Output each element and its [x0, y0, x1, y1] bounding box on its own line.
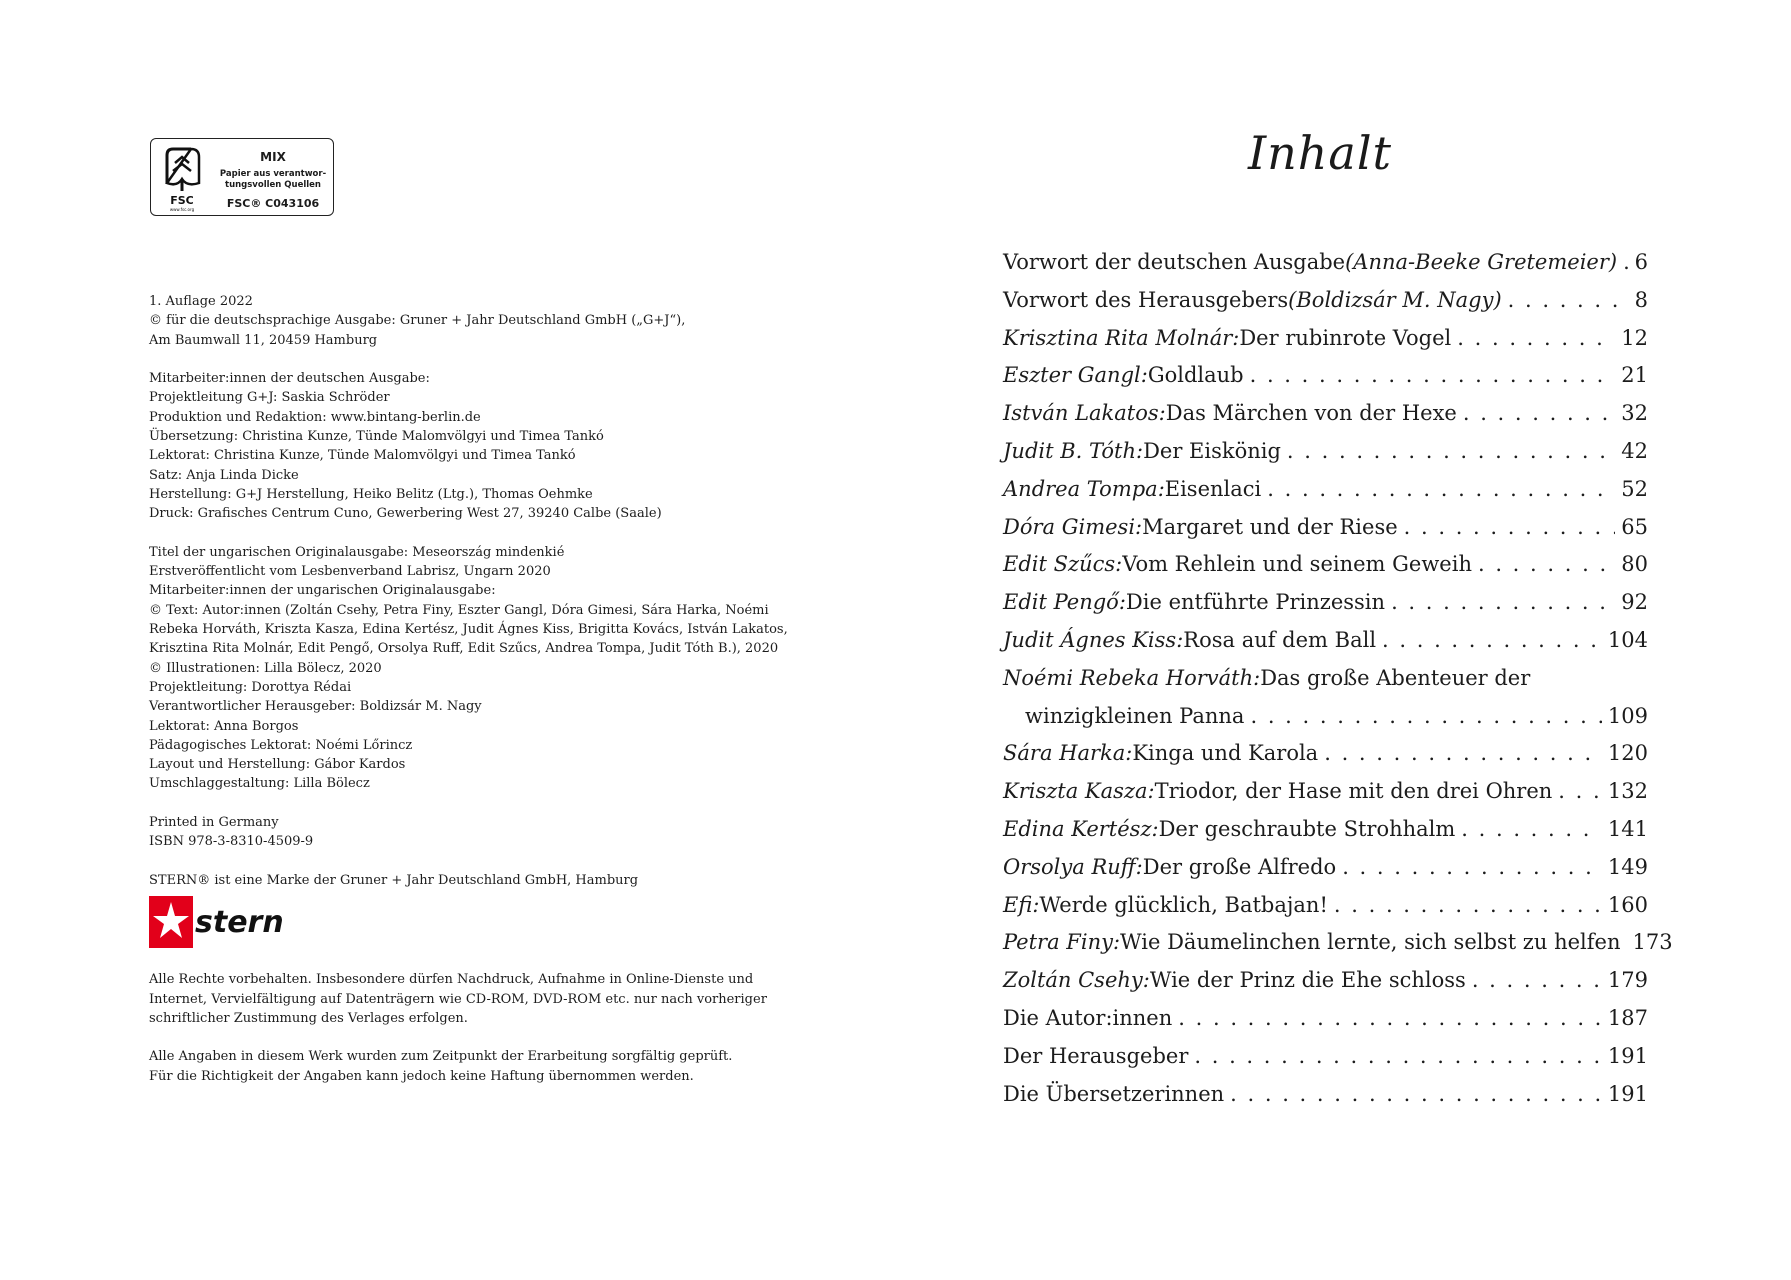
toc-list [1003, 244, 1673, 1113]
toc-entry[interactable] [1003, 1076, 1648, 1114]
toc-story-title: Der Herausgeber [1003, 1043, 1189, 1068]
toc-leader-dots [1334, 887, 1602, 925]
fsc-code: FSC® C043106 [226, 197, 320, 210]
toc-story-title: Werde glücklich, Batbajan! [1039, 892, 1328, 917]
toc-title: Inhalt [1247, 126, 1393, 180]
fsc-description [217, 169, 329, 191]
toc-leader-dots [1508, 282, 1629, 320]
toc-author: Dóra Gimesi: [1003, 514, 1143, 539]
imprint-line: Druck: Grafisches Centrum Cuno, Gewerbering West 27, 39240 Calbe (Saale) [149, 506, 662, 522]
toc-author: Andrea Tompa: [1003, 476, 1165, 501]
toc-entry[interactable] [1003, 735, 1648, 773]
toc-leader-dots [1324, 735, 1602, 773]
toc-leader-dots [1178, 1000, 1602, 1038]
toc-author: Eszter Gangl: [1003, 363, 1148, 388]
toc-entry[interactable] [1003, 660, 1648, 698]
toc-author: Edina Kertész: [1003, 816, 1159, 841]
imprint-line: Am Baumwall 11, 20459 Hamburg [149, 332, 378, 348]
imprint-line: Satz: Anja Linda Dicke [149, 467, 299, 483]
toc-story-title: Triodor, der Hase mit den drei Ohren [1154, 779, 1553, 804]
toc-story-title: Die Autor:innen [1003, 1005, 1173, 1030]
toc-story-title: Der Eiskönig [1143, 438, 1281, 463]
toc-entry[interactable] [1003, 1038, 1648, 1076]
imprint-line: © Illustrationen: Lilla Bölecz, 2020 [149, 660, 382, 676]
stern-logo-text: stern [195, 905, 284, 941]
imprint-line: Herstellung: G+J Herstellung, Heiko Belitz (Ltg.), Thomas Oehmke [149, 486, 593, 502]
imprint-block-german-staff [149, 369, 849, 523]
toc-leader-dots [1457, 320, 1615, 358]
toc-leader-dots [1194, 1038, 1602, 1076]
imprint-line: Umschlaggestaltung: Lilla Bölecz [149, 776, 370, 792]
toc-leader-dots [1267, 471, 1615, 509]
toc-page-number: 80 [1621, 552, 1648, 577]
imprint-line: © Text: Autor:innen (Zoltán Csehy, Petra Finy, Eszter Gangl, Dóra Gimesi, Sára Harka, Noémi [149, 602, 769, 618]
toc-entry[interactable] [1003, 773, 1648, 811]
toc-author: Noémi Rebeka Horváth: [1003, 665, 1261, 690]
toc-entry[interactable] [1003, 433, 1648, 471]
stern-logo [149, 894, 285, 950]
toc-story-title: Der geschraubte Strohhalm [1158, 816, 1456, 841]
toc-story-title: Das große Abenteuer der [1260, 665, 1531, 690]
toc-page-number: 12 [1621, 325, 1648, 350]
toc-leader-dots [1250, 357, 1616, 395]
toc-entry[interactable] [1003, 584, 1648, 622]
imprint-line: Verantwortlicher Herausgeber: Boldizsár M. Nagy [149, 699, 482, 715]
toc-story-title: Eisenlaci [1164, 476, 1262, 501]
imprint-block-edition [149, 292, 849, 350]
toc-leader-dots [1250, 698, 1601, 736]
fsc-logo-text: FSC [170, 194, 194, 207]
toc-page-number: 6 [1634, 250, 1648, 274]
toc-entry[interactable] [1003, 509, 1648, 547]
toc-leader-dots [1391, 584, 1615, 622]
toc-author: Orsolya Ruff: [1003, 854, 1143, 879]
toc-entry[interactable] [1003, 395, 1648, 433]
toc-page-number: 42 [1621, 438, 1648, 463]
toc-page-number: 191 [1607, 1043, 1648, 1068]
imprint-line: Lektorat: Christina Kunze, Tünde Malomvölgyi und Timea Tankó [149, 448, 576, 464]
toc-author: Zoltán Csehy: [1003, 968, 1150, 993]
toc-leader-dots [1461, 811, 1602, 849]
toc-leader-dots [1382, 622, 1602, 660]
imprint-line: Printed in Germany [149, 815, 279, 831]
toc-page-number: 141 [1607, 816, 1648, 841]
toc-leader-dots [1404, 509, 1616, 547]
toc-author: István Lakatos: [1003, 401, 1166, 426]
toc-entry[interactable] [1003, 962, 1648, 1000]
imprint-line: Internet, Vervielfältigung auf Datenträgern wie CD-ROM, DVD-ROM etc. nur nach vorheriger [149, 991, 767, 1007]
toc-page-number: 160 [1607, 892, 1648, 917]
toc-entry[interactable] [1003, 357, 1648, 395]
toc-page-number: 65 [1621, 514, 1648, 539]
toc-entry[interactable] [1003, 244, 1648, 282]
imprint-line: Titel der ungarischen Originalausgabe: Meseország mindenkié [149, 544, 565, 560]
toc-page-number: 173 [1632, 930, 1673, 955]
fsc-mix: MIX [260, 150, 286, 164]
imprint-line: ISBN 978-3-8310-4509-9 [149, 834, 314, 850]
toc-page-number: 52 [1621, 476, 1648, 501]
toc-entry[interactable] [1003, 320, 1648, 358]
toc-page-number: 120 [1607, 741, 1648, 766]
toc-story-title: Der rubinrote Vogel [1239, 325, 1452, 350]
toc-leader-dots [1558, 773, 1602, 811]
toc-page-number: 92 [1621, 590, 1648, 615]
toc-entry[interactable] [1003, 282, 1648, 320]
imprint-text [149, 292, 849, 1086]
toc-leader-dots [1287, 433, 1615, 471]
imprint-block-disclaimer [149, 1047, 849, 1086]
toc-story-title: Vorwort des Herausgebers [1003, 287, 1289, 312]
toc-story-title: Die Übersetzerinnen [1003, 1081, 1225, 1106]
imprint-line: Projektleitung G+J: Saskia Schröder [149, 390, 390, 406]
toc-entry[interactable] [1003, 849, 1648, 887]
fsc-tree-icon [157, 143, 207, 213]
toc-story-title: Kinga und Karola [1132, 741, 1319, 766]
toc-page-number: 132 [1607, 779, 1648, 804]
toc-entry-continuation[interactable] [1003, 698, 1648, 736]
fsc-desc-line: tungsvollen Quellen [225, 180, 321, 190]
toc-story-title: Wie Däumelinchen lernte, sich selbst zu helfen [1120, 930, 1621, 955]
toc-story-title: Vorwort der deutschen Ausgabe [1003, 250, 1346, 274]
imprint-line: Mitarbeiter:innen der deutschen Ausgabe: [149, 371, 430, 387]
toc-entry[interactable] [1003, 546, 1648, 584]
toc-author: Sára Harka: [1003, 741, 1133, 766]
fsc-url: www.fsc.org [169, 207, 195, 212]
imprint-line: Alle Rechte vorbehalten. Insbesondere dürfen Nachdruck, Aufnahme in Online-Dienste und [149, 972, 754, 988]
imprint-line: Für die Richtigkeit der Angaben kann jedoch keine Haftung übernommen werden. [149, 1068, 694, 1084]
fsc-desc-line: Papier aus verantwor- [219, 169, 327, 179]
toc-editor-note: (Anna-Beeke Gretemeier) [1345, 250, 1618, 274]
toc-page-number: 32 [1621, 401, 1648, 426]
imprint-line: Mitarbeiter:innen der ungarischen Originalausgabe: [149, 583, 496, 599]
toc-author: Krisztina Rita Molnár: [1003, 325, 1240, 350]
imprint-line: Produktion und Redaktion: www.bintang-berlin.de [149, 409, 481, 425]
imprint-line: © für die deutschsprachige Ausgabe: Gruner + Jahr Deutschland GmbH („G+J“), [149, 313, 686, 329]
imprint-line: 1. Auflage 2022 [149, 294, 253, 309]
toc-leader-dots [1623, 244, 1629, 282]
imprint-line: Lektorat: Anna Borgos [149, 718, 299, 734]
imprint-block-trademark [149, 871, 849, 890]
toc-story-title: winzigkleinen Panna [1025, 703, 1245, 728]
imprint-block-original-edition [149, 543, 849, 794]
toc-page-number: 191 [1607, 1081, 1648, 1106]
toc-entry[interactable] [1003, 471, 1648, 509]
toc-story-title: Goldlaub [1147, 363, 1244, 388]
toc-entry[interactable] [1003, 924, 1673, 962]
imprint-line: STERN® ist eine Marke der Gruner + Jahr Deutschland GmbH, Hamburg [149, 872, 639, 888]
toc-leader-dots [1463, 395, 1615, 433]
toc-page-number: 8 [1634, 287, 1648, 312]
imprint-block-print [149, 813, 849, 852]
toc-page-number: 21 [1621, 363, 1648, 388]
toc-author: Edit Szűcs: [1003, 552, 1123, 577]
toc-page-number: 149 [1607, 854, 1648, 879]
toc-author: Judit B. Tóth: [1003, 438, 1144, 463]
toc-entry[interactable] [1003, 1000, 1648, 1038]
toc-page-number: 109 [1607, 703, 1648, 728]
imprint-line: Pädagogisches Lektorat: Noémi Lőrincz [149, 737, 413, 753]
toc-page-number: 187 [1607, 1005, 1648, 1030]
toc-leader-dots [1472, 962, 1602, 1000]
toc-story-title: Vom Rehlein und seinem Geweih [1122, 552, 1472, 577]
toc-author: Kriszta Kasza: [1003, 779, 1155, 804]
toc-leader-dots [1342, 849, 1602, 887]
toc-page-number: 104 [1607, 627, 1648, 652]
imprint-line: Layout und Herstellung: Gábor Kardos [149, 757, 406, 773]
imprint-line: Übersetzung: Christina Kunze, Tünde Malomvölgyi und Timea Tankó [149, 429, 604, 445]
imprint-line: Projektleitung: Dorottya Rédai [149, 679, 352, 695]
toc-entry[interactable] [1003, 887, 1648, 925]
toc-story-title: Rosa auf dem Ball [1183, 627, 1377, 652]
toc-leader-dots [1478, 546, 1615, 584]
toc-author: Judit Ágnes Kiss: [1003, 627, 1184, 652]
imprint-line: schriftlicher Zustimmung des Verlages erfolgen. [149, 1010, 468, 1026]
toc-story-title: Das Märchen von der Hexe [1165, 401, 1457, 426]
imprint-block-rights [149, 970, 849, 1028]
toc-story-title: Die entführte Prinzessin [1125, 590, 1386, 615]
imprint-line: Alle Angaben in diesem Werk wurden zum Zeitpunkt der Erarbeitung sorgfältig geprüft. [149, 1049, 733, 1065]
toc-editor-note: (Boldizsár M. Nagy) [1288, 287, 1502, 312]
toc-author: Edit Pengő: [1003, 590, 1126, 615]
toc-story-title: Der große Alfredo [1142, 854, 1337, 879]
fsc-label [150, 138, 334, 216]
toc-author: Efi: [1003, 892, 1040, 917]
toc-entry[interactable] [1003, 811, 1648, 849]
toc-story-title: Wie der Prinz die Ehe schloss [1149, 968, 1466, 993]
toc-leader-dots [1230, 1076, 1602, 1114]
toc-entry[interactable] [1003, 622, 1648, 660]
toc-story-title: Margaret und der Riese [1142, 514, 1398, 539]
imprint-line: Rebeka Horváth, Kriszta Kasza, Edina Kertész, Judit Ágnes Kiss, Brigitta Kovács, István Lakatos, [149, 622, 788, 638]
toc-page-number: 179 [1607, 968, 1648, 993]
toc-author: Petra Finy: [1003, 930, 1121, 955]
imprint-line: Erstveröffentlicht vom Lesbenverband Labrisz, Ungarn 2020 [149, 564, 551, 580]
imprint-line: Krisztina Rita Molnár, Edit Pengő, Orsolya Ruff, Edit Szűcs, Andrea Tompa, Judit Tóth B.), 2020 [149, 641, 779, 657]
